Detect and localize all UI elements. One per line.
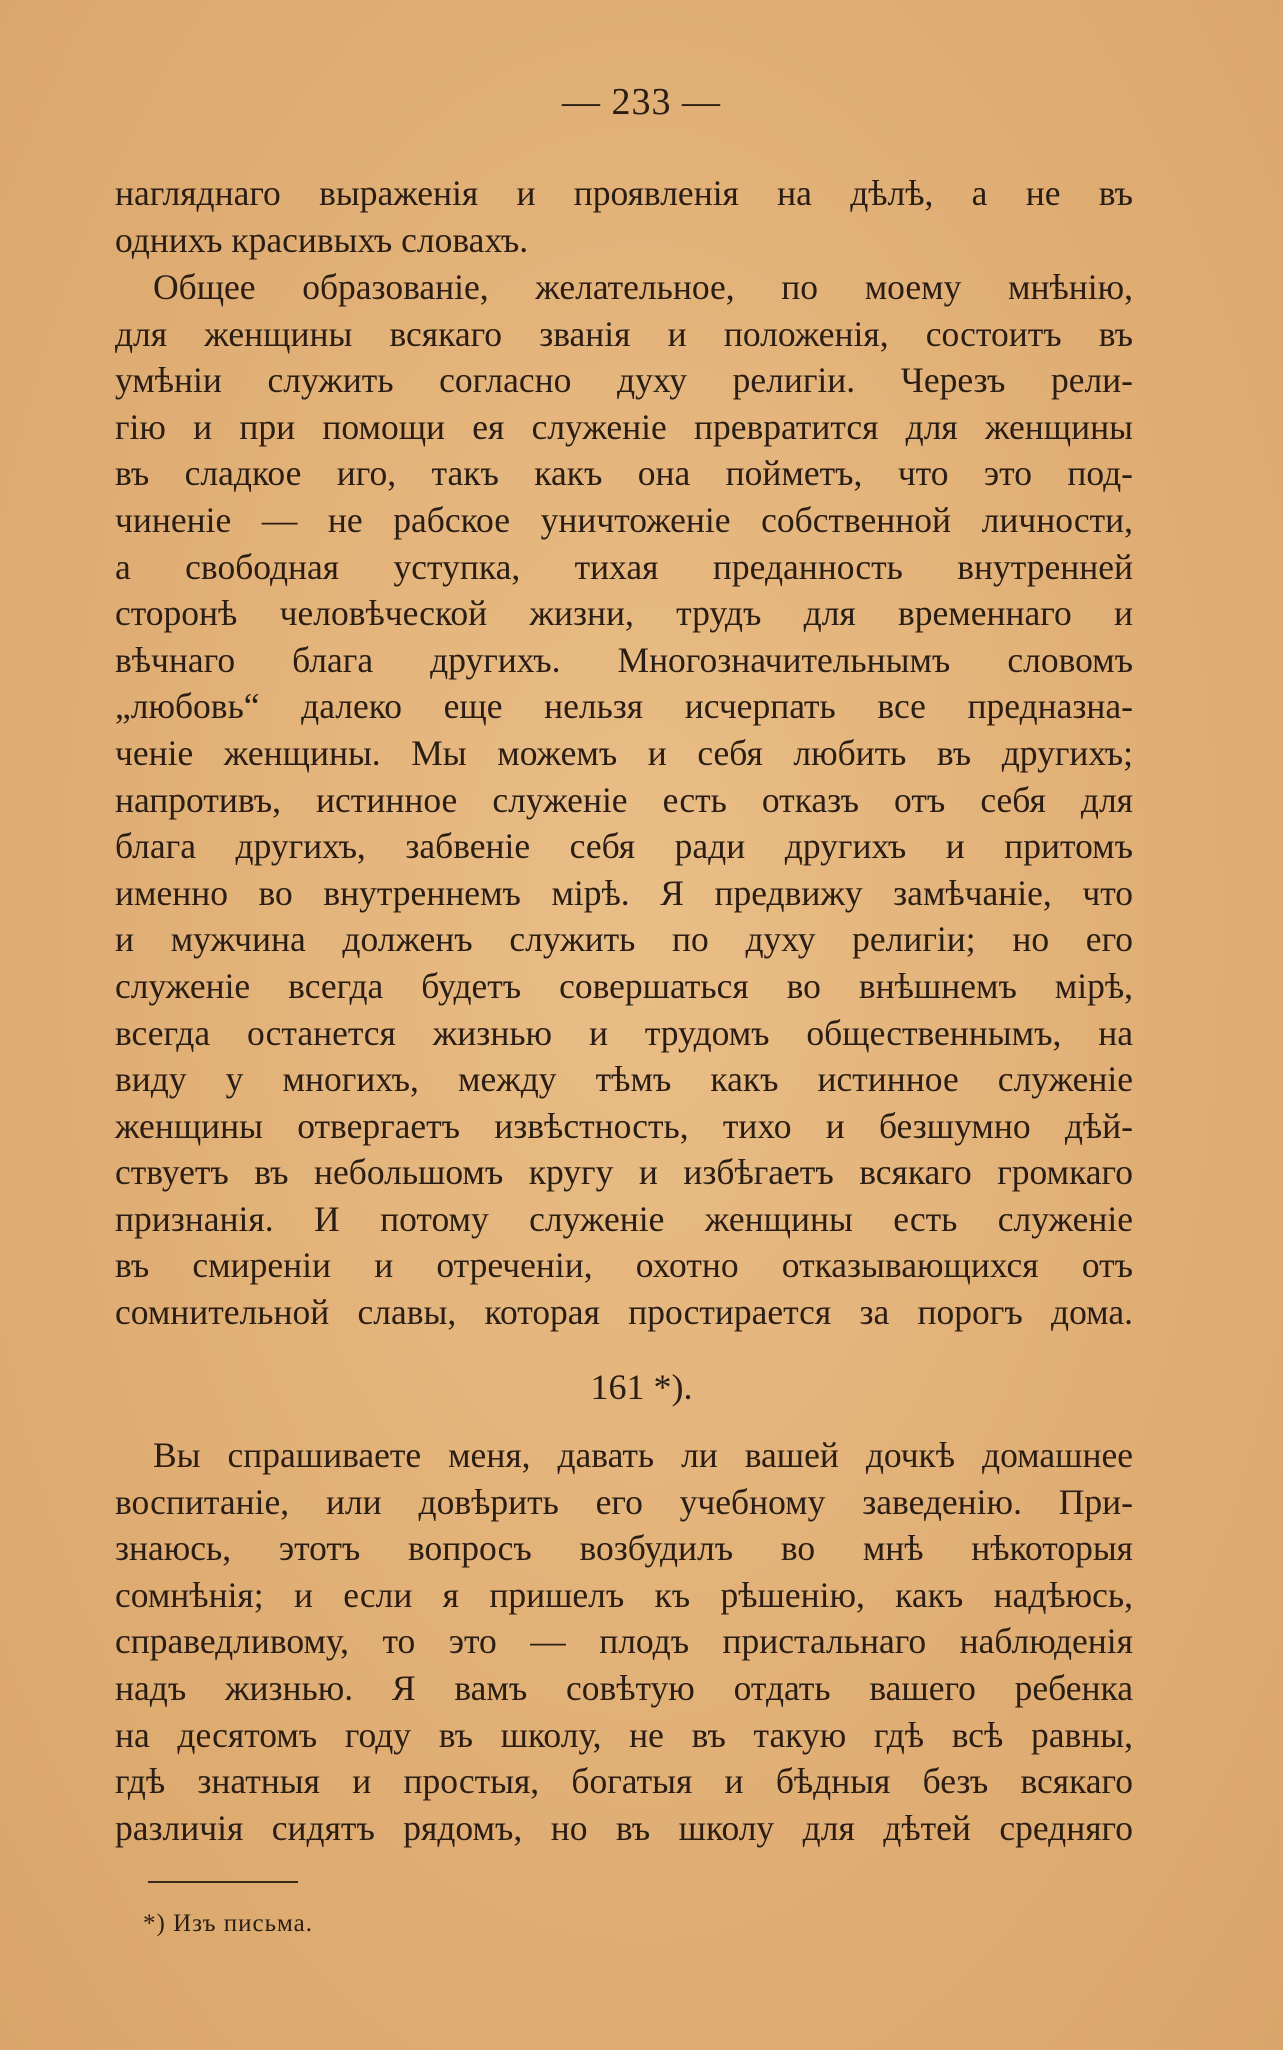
- text-line: въ смиреніи и отреченіи, охотно отказывающихся отъ: [115, 1245, 1133, 1286]
- text-line: умѣніи служить согласно духу религіи. Черезъ рели-: [115, 360, 1133, 401]
- text-line: знаюсь, этотъ вопросъ возбудилъ во мнѣ нѣкоторыя: [115, 1528, 1133, 1569]
- text-line: ствуетъ въ небольшомъ кругу и избѣгаетъ всякаго громкаго: [115, 1152, 1133, 1193]
- text-line: напротивъ, истинное служеніе есть отказъ отъ себя для: [115, 779, 1133, 820]
- text-line: женщины отвергаетъ извѣстность, тихо и безшумно дѣй-: [115, 1105, 1133, 1146]
- text-line: надъ жизнью. Я вамъ совѣтую отдать вашего ребенка: [115, 1667, 1133, 1708]
- text-line: ченіе женщины. Мы можемъ и себя любить въ другихъ;: [115, 732, 1133, 773]
- footnote: *) Изъ письма.: [143, 1910, 314, 1937]
- text-line: блага другихъ, забвеніе себя ради другихъ и притомъ: [115, 826, 1133, 867]
- paragraph-education: [115, 264, 1133, 1336]
- footnote-divider: [148, 1881, 298, 1883]
- text-line: и мужчина долженъ служить по духу религіи; но его: [115, 919, 1133, 960]
- text-line: признанія. И потому служеніе женщины есть служеніе: [115, 1198, 1133, 1239]
- text-line: а свободная уступка, тихая преданность внутренней: [115, 546, 1133, 587]
- paragraph-continued: [115, 170, 1133, 263]
- text-line: именно во внутреннемъ мірѣ. Я предвижу замѣчаніе, что: [115, 872, 1133, 913]
- section-heading: 161 *).: [590, 1367, 693, 1407]
- text-line: на десятомъ году въ школу, не въ такую гдѣ всѣ равны,: [115, 1714, 1133, 1755]
- paragraph-letter: [115, 1432, 1133, 1851]
- text-line: „любовь“ далеко еще нельзя исчерпать все предназна-: [115, 686, 1133, 727]
- text-line: справедливому, то это — плодъ пристальнаго наблюденія: [115, 1621, 1133, 1662]
- text-line: Вы спрашиваете меня, давать ли вашей дочкѣ домашнее: [153, 1435, 1133, 1475]
- text-line: служеніе всегда будетъ совершаться во внѣшнемъ мірѣ,: [115, 965, 1133, 1006]
- text-line: сомнѣнія; и если я пришелъ къ рѣшенію, какъ надѣюсь,: [115, 1574, 1133, 1615]
- text-line: Общее образованіе, желательное, по моему мнѣнію,: [153, 267, 1133, 307]
- text-line: сторонѣ человѣческой жизни, трудъ для временнаго и: [115, 593, 1133, 634]
- text-line: нагляднаго выраженія и проявленія на дѣлѣ, а не въ: [115, 173, 1133, 213]
- text-line: гію и при помощи ея служеніе превратится для женщины: [115, 406, 1133, 447]
- text-line: чиненіе — не рабское уничтоженіе собственной личности,: [115, 499, 1133, 540]
- text-line: для женщины всякаго званія и положенія, состоитъ въ: [115, 313, 1133, 354]
- text-line: всегда останется жизнью и трудомъ общественнымъ, на: [115, 1012, 1133, 1053]
- text-line: сомнительной славы, которая простирается за порогъ дома.: [115, 1292, 1133, 1333]
- text-line: виду у многихъ, между тѣмъ какъ истинное служеніе: [115, 1059, 1133, 1100]
- page-number: — 233 —: [562, 81, 721, 123]
- text-line: однихъ красивыхъ словахъ.: [115, 219, 529, 260]
- text-line: въ сладкое иго, такъ какъ она пойметъ, что это под-: [115, 453, 1133, 494]
- text-line: различія сидятъ рядомъ, но въ школу для дѣтей средняго: [115, 1807, 1133, 1848]
- text-line: воспитаніе, или довѣрить его учебному заведенію. При-: [115, 1481, 1133, 1522]
- text-line: гдѣ знатныя и простыя, богатыя и бѣдныя безъ всякаго: [115, 1761, 1133, 1802]
- text-line: вѣчнаго блага другихъ. Многозначительнымъ словомъ: [115, 639, 1133, 680]
